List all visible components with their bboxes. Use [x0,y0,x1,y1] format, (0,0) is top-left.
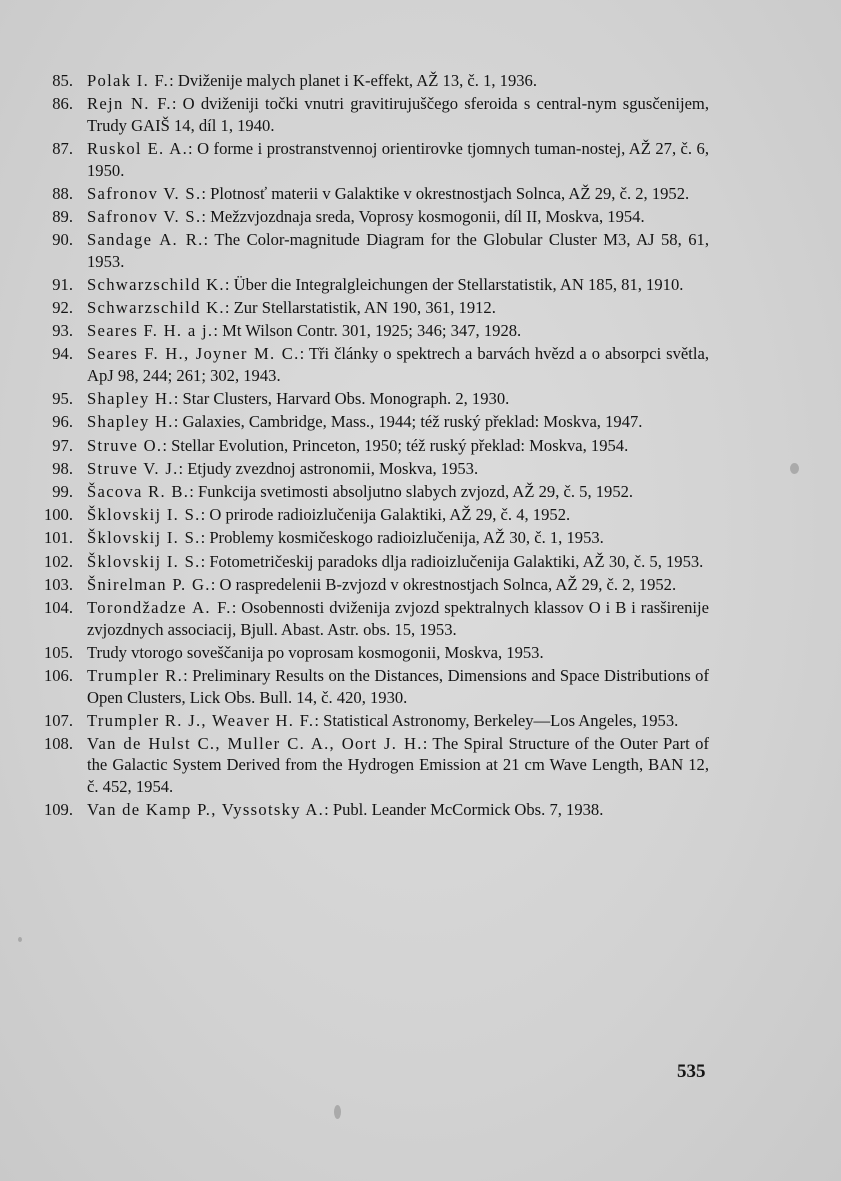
reference-author: Šklovskij I. S. [87,551,201,571]
reference-text: : Zur Stellarstatistik, AN 190, 361, 1912. [224,298,496,318]
reference-author: Schwarzschild K. [87,298,225,318]
reference-text: Trudy vtorogo soveščanija po voprosam kosmogonii, Moskva, 1953. [87,642,544,662]
reference-author: Šklovskij I. S. [87,505,201,525]
reference-text: : Plotnosť materii v Galaktike v okrestnostjach Solnca, AŽ 29, č. 2, 1952. [201,183,690,203]
reference-number: 91. [52,274,73,294]
reference-item [0,733,709,798]
reference-number: 101. [43,528,73,548]
reference-number: 95. [52,389,73,409]
reference-author: Van de Hulst C., Muller C. A., Oort J. H. [87,733,423,753]
reference-item [0,574,709,596]
reference-author: Van de Kamp P., Vyssotsky A. [87,800,325,820]
reference-item [0,665,709,708]
reference-number: 109. [43,800,73,820]
reference-author: Seares F. H., Joyner M. C. [87,344,300,364]
reference-text: : Star Clusters, Harvard Obs. Monograph. 2, 1930. [173,389,510,409]
reference-number: 107. [43,710,73,730]
reference-author: Shapley H. [87,389,174,409]
reference-author: Schwarzschild K. [87,274,225,294]
reference-number: 88. [52,183,73,203]
reference-text: : Osobennosti dviženija zvjozd spektralnych klassov O i B i rasširenije zvjozdnych associacij, Bjull. Abast. Astr. obs. 15, 1953. [87,597,709,639]
reference-author: Struve O. [87,435,163,455]
reference-number: 96. [52,412,73,432]
reference-item [0,343,709,386]
reference-number: 105. [43,642,73,662]
reference-item [0,435,709,457]
reference-number: 86. [52,94,73,114]
reference-item [0,527,709,549]
reference-text: : O prirode radioizlučenija Galaktiki, AŽ 29, č. 4, 1952. [200,505,571,525]
reference-number: 102. [43,551,73,571]
reference-item [0,93,709,136]
reference-text: : Publ. Leander McCormick Obs. 7, 1938. [324,800,604,820]
reference-number: 90. [52,230,73,250]
reference-text: : O forme i prostranstvennoj orientirovke tjomnych tuman-nostej, AŽ 27, č. 6, 1950. [87,138,709,180]
reference-author: Sandage A. R. [87,230,204,250]
reference-author: Polak I. F. [87,71,170,90]
reference-number: 108. [43,733,73,753]
reference-item [0,411,709,433]
reference-number: 94. [52,344,73,364]
reference-text: : Problemy kosmičeskogo radioizlučenija, AŽ 30, č. 1, 1953. [200,528,604,548]
reference-author: Safronov V. S. [87,206,202,226]
reference-text: : Fotometričeskij paradoks dlja radioizlučenija Galaktiki, AŽ 30, č. 5, 1953. [200,551,704,571]
reference-number: 104. [43,597,73,617]
reference-number: 89. [52,206,73,226]
reference-author: Šnirelman P. G. [87,574,211,594]
reference-item [0,710,709,732]
reference-item [0,229,709,272]
reference-author: Rejn N. F. [87,94,172,114]
reference-author: Torondžadze A. F. [87,597,232,617]
reference-number: 99. [52,482,73,501]
reference-author: Safronov V. S. [87,183,202,203]
reference-author: Shapley H. [87,412,174,432]
reference-item [0,320,709,342]
reference-author: Trumpler R. [87,665,184,685]
paper-speck [334,1105,341,1119]
reference-item [0,481,709,503]
reference-number: 106. [43,665,73,685]
paper-speck [18,937,22,942]
reference-author: Ruskol E. A. [87,138,189,158]
reference-author: Seares F. H. a j. [87,321,214,341]
reference-text: : O dviženiji točki vnutri gravitirujuščego sferoida s central-nym sgusčenijem, Trudy GAIŠ 14, díl 1, 1940. [87,94,709,135]
reference-text: : Etjudy zvezdnoj astronomii, Moskva, 1953. [178,458,479,478]
reference-text: : Mt Wilson Contr. 301, 1925; 346; 347, 1928. [213,321,522,341]
reference-number: 100. [43,505,73,525]
reference-list [0,70,841,822]
reference-item [0,799,709,821]
reference-text: : Funkcija svetimosti absoljutno slabych zvjozd, AŽ 29, č. 5, 1952. [189,482,634,501]
reference-item [0,504,709,526]
reference-text: : Stellar Evolution, Princeton, 1950; též ruský překlad: Moskva, 1954. [162,435,629,455]
reference-text: : O raspredelenii B-zvjozd v okrestnostjach Solnca, AŽ 29, č. 2, 1952. [210,574,677,594]
paper-speck [790,463,799,474]
reference-author: Struve V. J. [87,458,179,478]
reference-number: 85. [52,71,73,90]
reference-text: : Dviženije malych planet i K-effekt, AŽ 13, č. 1, 1936. [169,71,538,90]
reference-number: 92. [52,298,73,318]
reference-number: 98. [52,458,73,478]
reference-item [0,597,709,640]
reference-text: : Über die Integralgleichungen der Stellarstatistik, AN 185, 81, 1910. [224,274,684,294]
reference-item [0,274,709,296]
reference-item [0,70,709,92]
reference-text: : Tři články o spektrech a barvách hvězd a o absorpci světla, ApJ 98, 244; 261; 302, 1943. [87,344,709,386]
reference-item [0,642,709,664]
reference-text: : Preliminary Results on the Distances, Dimensions and Space Distributions of Open Clusters, Lick Obs. Bull. 14, č. 420, 1930. [87,665,709,707]
reference-author: Trumpler R. J., Weaver H. F. [87,710,315,730]
reference-text: : Galaxies, Cambridge, Mass., 1944; též ruský překlad: Moskva, 1947. [173,412,643,432]
reference-number: 103. [43,574,73,594]
reference-number: 97. [52,435,73,455]
reference-number: 87. [52,138,73,158]
reference-text: : The Color-magnitude Diagram for the Globular Cluster M3, AJ 58, 61, 1953. [87,230,709,271]
reference-item [0,183,709,205]
reference-item [0,138,709,181]
reference-text: : Statistical Astronomy, Berkeley—Los Angeles, 1953. [314,710,679,730]
reference-author: Šklovskij I. S. [87,528,201,548]
reference-author: Šacova R. B. [87,482,190,501]
reference-item [0,388,709,410]
reference-number: 93. [52,321,73,341]
reference-item [0,551,709,573]
page-number: 535 [677,1061,706,1082]
reference-item [0,206,709,228]
reference-text: : The Spiral Structure of the Outer Part of the Galactic System Derived from the Hydrogen Emission at 21 cm Wave Length, BAN 12, č. 452, 1954. [87,733,710,797]
reference-item [0,458,709,480]
reference-text: : Mežzvjozdnaja sreda, Voprosy kosmogonii, díl II, Moskva, 1954. [201,206,645,226]
reference-item [0,297,709,319]
